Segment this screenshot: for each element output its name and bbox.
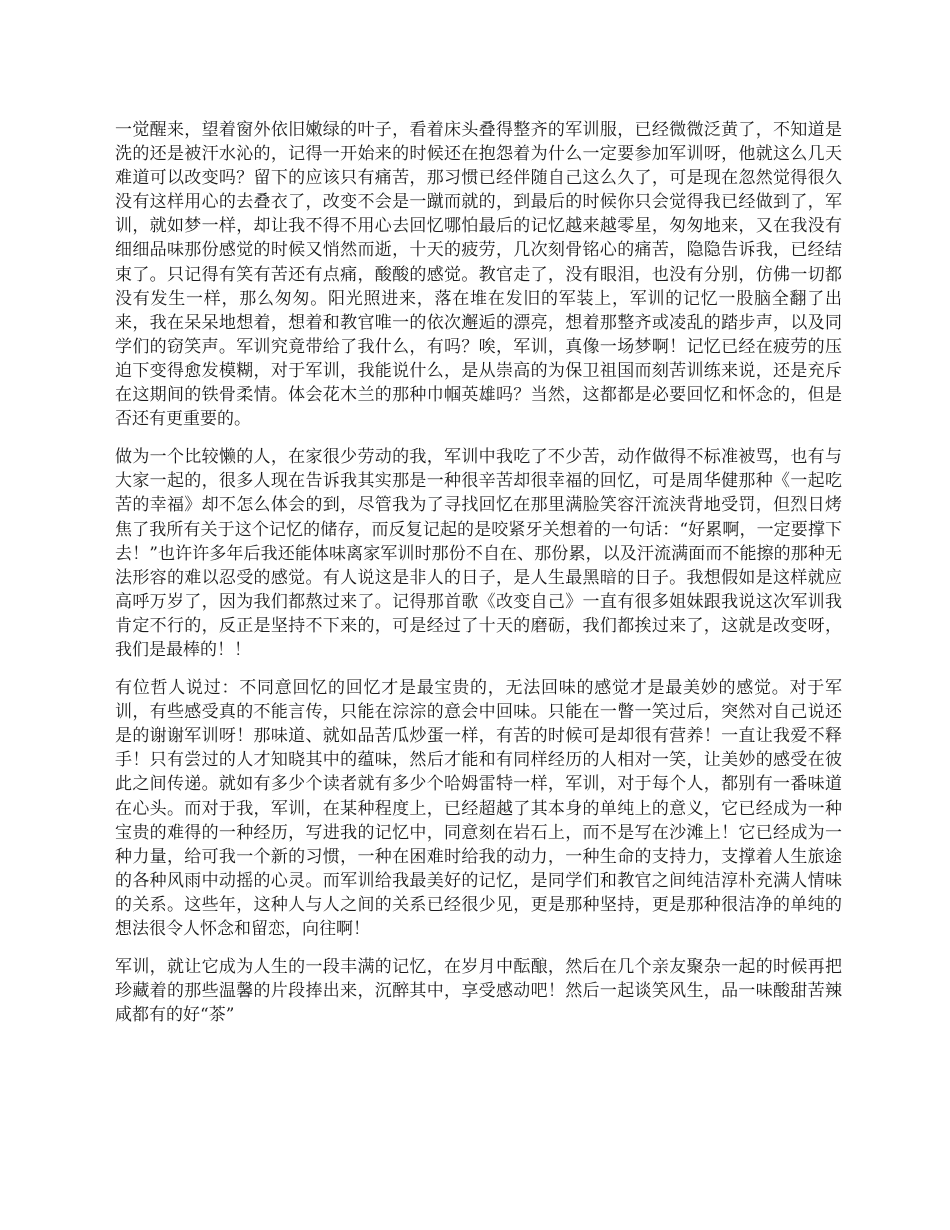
- document-body: [115, 118, 842, 1041]
- paragraph-2: 做为一个比较懒的人，在家很少劳动的我，军训中我吃了不少苦，动作做得不标准被骂，也有与大家一起的，很多人现在告诉我其实那是一种很辛苦却很幸福的回忆，可是周华健那种《一起吃苦的幸福》却不怎么体会的到，尽管我为了寻找回忆在那里满脸笑容汗流浃背地受罚，但烈日烤焦了我所有关于这个记忆的储存，而反复记起的是咬紧牙关想着的一句话：“好累啊，一定要撑下去！”也许许多年后我还能体味离家军训时那份不自在、那份累，以及汗流满面而不能擦的那种无法形容的难以忍受的感觉。有人说这是非人的日子，是人生最黑暗的日子。我想假如是这样就应高呼万岁了，因为我们都熬过来了。记得那首歌《改变自己》一直有很多姐妹跟我说这次军训我肯定不行的，反正是坚持不下来的，可是经过了十天的磨砺，我们都挨过来了，这就是改变呀，我们是最棒的！！: [115, 447, 842, 660]
- paragraph-1: 一觉醒来，望着窗外依旧嫩绿的叶子，看着床头叠得整齐的军训服，已经微微泛黄了，不知道是洗的还是被汗水沁的，记得一开始来的时候还在抱怨着为什么一定要参加军训呀，他就这么几天难道可以改变吗？留下的应该只有痛苦，那习惯已经伴随自己这么久了，可是现在忽然觉得很久没有这样用心的去叠衣了，改变不会是一蹴而就的，到最后的时候你只会觉得我已经做到了，军训，就如梦一样，却让我不得不用心去回忆哪怕最后的记忆越来越零星，匆匆地来，又在我没有细细品味那份感觉的时候又悄然而逝，十天的疲劳，几次刻骨铭心的痛苦，隐隐告诉我，已经结束了。只记得有笑有苦还有点痛，酸酸的感觉。教官走了，没有眼泪，也没有分别，仿佛一切都没有发生一样，那么匆匆。阳光照进来，落在堆在发旧的军装上，军训的记忆一股脑全翻了出来，我在呆呆地想着，想着和教官唯一的依次邂逅的漂亮，想着那整齐或凌乱的踏步声，以及同学们的窃笑声。军训究竟带给了我什么，有吗？唉，军训，真像一场梦啊！记忆已经在疲劳的压迫下变得愈发模糊，对于军训，我能说什么，是从崇高的为保卫祖国而刻苦训练来说，还是充斥在这期间的铁骨柔情。体会花木兰的那种巾帼英雄吗？当然，这都都是必要回忆和怀念的，但是否还有更重要的。: [115, 120, 842, 430]
- paragraph-3: 有位哲人说过：不同意回忆的回忆才是最宝贵的，无法回味的感觉才是最美妙的感觉。对于军训，有些感受真的不能言传，只能在淙淙的意会中回味。只能在一瞥一笑过后，突然对自己说还是的谢谢军训呀！那味道、就如品苦瓜炒蛋一样，有苦的时候可是却很有营养！一直让我爱不释手！只有尝过的人才知晓其中的蕴味，然后才能和有同样经历的人相对一笑，让美妙的感受在彼此之间传递。就如有多少个读者就有多少个哈姆雷特一样，军训，对于每个人，都别有一番味道在心头。而对于我，军训，在某种程度上，已经超越了其本身的单纯上的意义，它已经成为一种宝贵的难得的一种经历，写进我的记忆中，同意刻在岩石上，而不是写在沙滩上！它已经成为一种力量，给可我一个新的习惯，一种在困难时给我的动力，一种生命的支持力，支撑着人生旅途的各种风雨中动摇的心灵。而军训给我最美好的记忆，是同学们和教官之间纯洁淳朴充满人情味的关系。这些年，这种人与人之间的关系已经很少见，更是那种坚持，更是那种很洁净的单纯的想法很令人怀念和留恋，向往啊！: [115, 678, 842, 939]
- paragraph-4: 军训，就让它成为人生的一段丰满的记忆，在岁月中酝酿，然后在几个亲友聚杂一起的时候再把珍藏着的那些温馨的片段捧出来，沉醉其中，享受感动吧！然后一起谈笑风生，品一味酸甜苦辣咸都有的好“茶”: [115, 957, 842, 1026]
